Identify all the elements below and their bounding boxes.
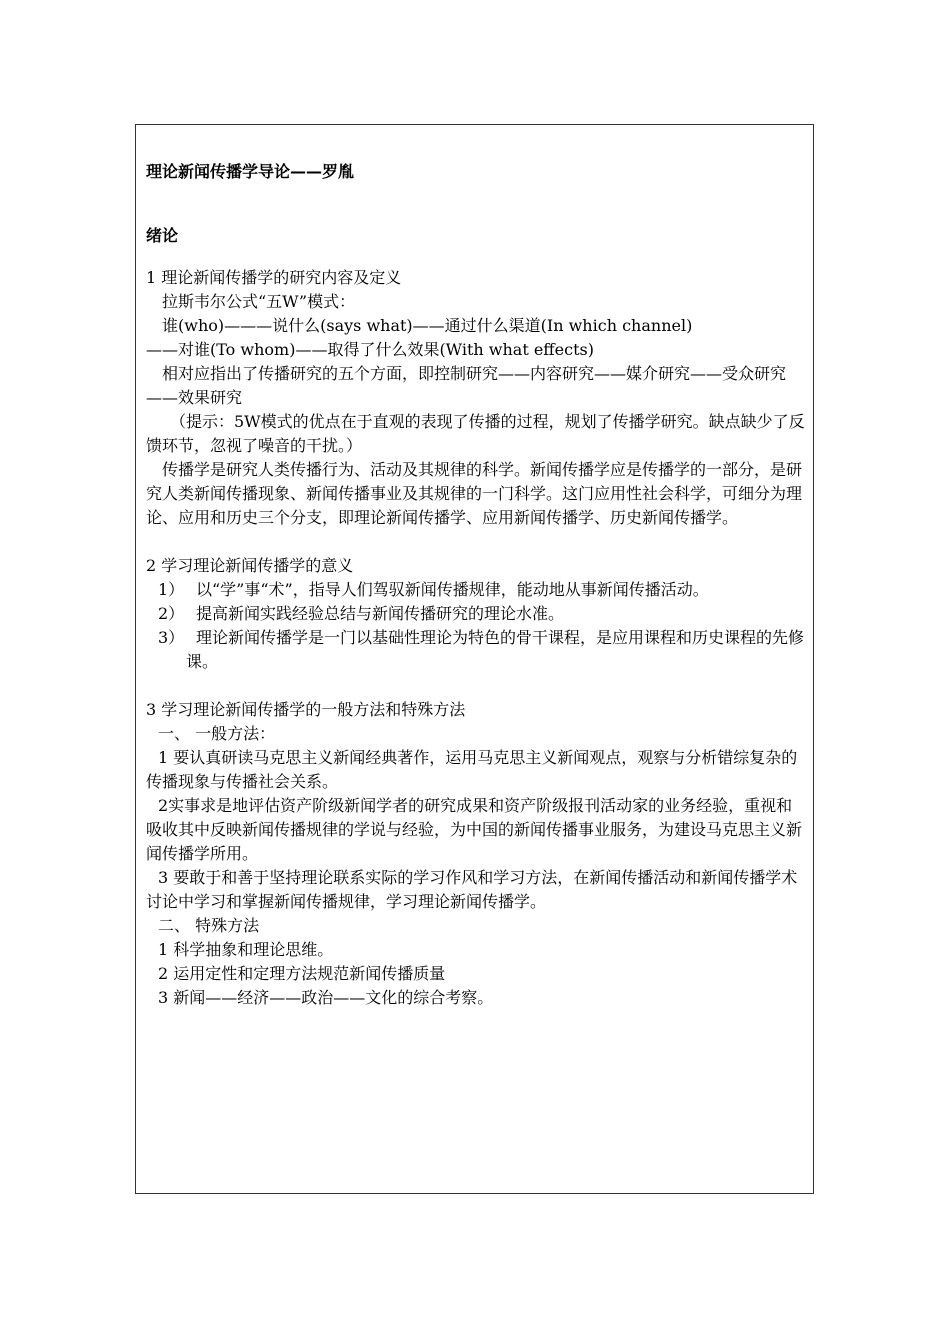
section-1-para-5: 传播学是研究人类传播行为、活动及其规律的科学。新闻传播学应是传播学的一部分，是研究人类新闻传播现象、新闻传播事业及其规律的一门科学。这门应用性社会科学，可细分为理论、应用和历史三个分支，即理论新闻传播学、应用新闻传播学、历史新闻传播学。 (146, 460, 803, 527)
list-item (146, 578, 806, 602)
list-item-text: 以“学”事“术”，指导人们驾驭新闻传播规律，能动地从事新闻传播活动。 (196, 580, 709, 599)
special-method-3: 3 新闻——经济——政治——文化的综合考察。 (158, 988, 494, 1007)
general-methods-heading: 一、 一般方法： (158, 724, 276, 743)
list-item-number: 2） (158, 604, 185, 623)
list-item-number: 1） (158, 580, 185, 599)
general-method-3: 3 要敢于和善于坚持理论联系实际的学习作风和学习方法，在新闻传播活动和新闻传播学术讨论中学习和掌握新闻传播规律，学习理论新闻传播学。 (146, 868, 798, 911)
section-2-heading: 2 学习理论新闻传播学的意义 (146, 556, 354, 575)
list-item-text: 提高新闻实践经验总结与新闻传播研究的理论水准。 (196, 604, 565, 623)
special-methods-heading: 二、 特殊方法 (158, 916, 260, 935)
spacer (146, 674, 806, 698)
spacer (146, 530, 806, 554)
section-1-para-2a: 谁(who)———说什么(says what)——通过什么渠道(In which channel) (162, 316, 693, 335)
document-body (146, 160, 806, 1010)
section-1-heading: 1 理论新闻传播学的研究内容及定义 (146, 268, 402, 287)
general-method-2: 2实事求是地评估资产阶级新闻学者的研究成果和资产阶级报刊活动家的业务经验，重视和吸收其中反映新闻传播规律的学说与经验，为中国的新闻传播事业服务，为建设马克思主义新闻传播学所用。 (146, 796, 803, 863)
list-item (146, 602, 806, 626)
section-1-para-4: （提示：5W模式的优点在于直观的表现了传播的过程，规划了传播学研究。缺点缺少了反馈环节，忽视了噪音的干扰。） (146, 412, 805, 455)
section-1-para-2b: ——对谁(To whom)——取得了什么效果(With what effects) (146, 340, 594, 359)
document-title: 理论新闻传播学导论——罗胤 (146, 162, 355, 181)
section-1-para-1: 拉斯韦尔公式“五W”模式： (162, 292, 356, 311)
special-method-1: 1 科学抽象和理论思维。 (158, 940, 334, 959)
chapter-heading: 绪论 (146, 226, 179, 245)
special-method-2: 2 运用定性和定理方法规范新闻传播质量 (158, 964, 446, 983)
list-item-number: 3） (158, 628, 185, 647)
list-item (146, 626, 806, 674)
section-3-heading: 3 学习理论新闻传播学的一般方法和特殊方法 (146, 700, 466, 719)
section-1-para-3: 相对应指出了传播研究的五个方面，即控制研究——内容研究——媒介研究——受众研究——效果研究 (146, 364, 787, 407)
general-method-1: 1 要认真研读马克思主义新闻经典著作，运用马克思主义新闻观点，观察与分析错综复杂的传播现象与传播社会关系。 (146, 748, 798, 791)
list-item-text: 理论新闻传播学是一门以基础性理论为特色的骨干课程，是应用课程和历史课程的先修课。 (186, 628, 805, 671)
